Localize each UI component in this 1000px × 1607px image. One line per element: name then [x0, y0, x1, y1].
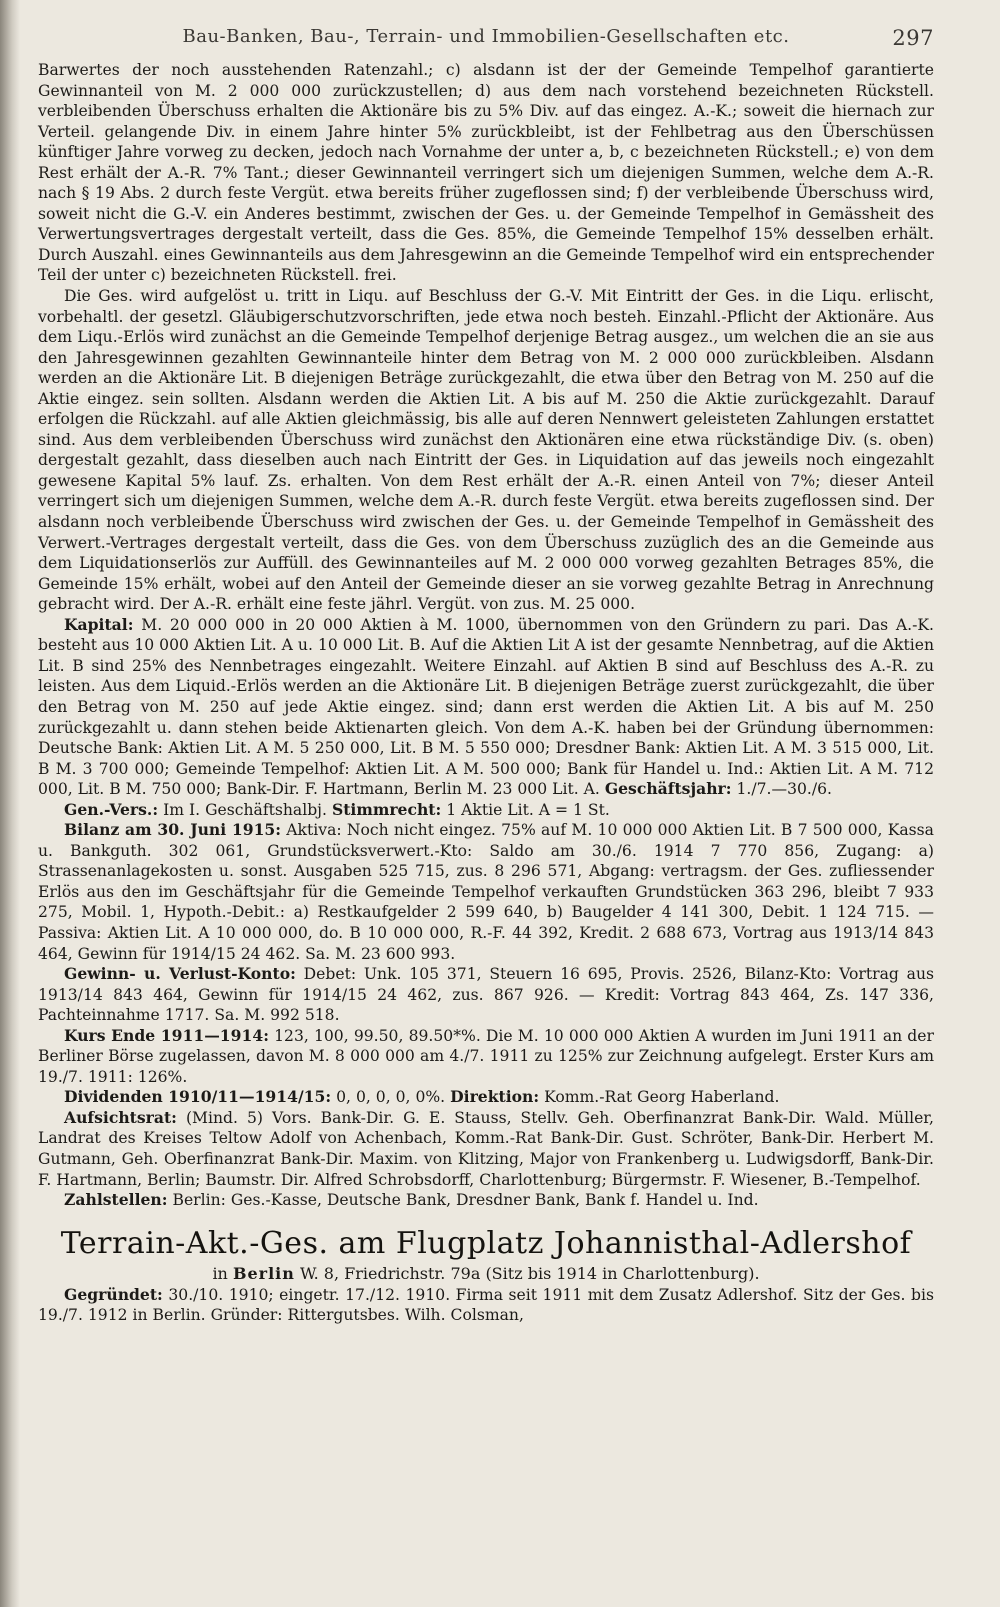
paragraph-profit-distribution: Barwertes der noch ausstehenden Ratenzahl.; c) alsdann ist der der Gemeinde Tempelhof garantierte Gewinnanteil von M. 2 000 000 zurückzustellen; d) aus dem nach vorstehend bezeichneten Rückstell. verbleibenden Überschuss erhalten die Aktionäre bis zu 5% Div. auf das eingez. A.-K.; soweit die hiernach zur Verteil. gelangende Div. in einem Jahre hinter 5% zurückbleibt, ist der Fehlbetrag aus den Überschüssen künftiger Jahre vorweg zu decken, jedoch nach Vornahme der unter a, b, c bezeichneten Rückstell.; e) von dem Rest erhält der A.-R. 7% Tant.; dieser Gewinnanteil verringert sich um diejenigen Summen, welche dem A.-R. nach § 19 Abs. 2 durch feste Vergüt. etwa bereits früher zugeflossen sind; f) der verbleibende Überschuss wird, soweit nicht die G.-V. ein Anderes bestimmt, zwischen der Ges. u. der Gemeinde Tempelhof in Gemässheit des Verwertungsvertrages dergestalt verteilt, dass die Ges. 85%, die Gemeinde Tempelhof 15% desselben erhält. Durch Auszahl. eines Gewinnanteils aus dem Jahresgewinn an die Gemeinde Tempelhof wird ein entsprechender Teil der unter c) bezeichneten Rückstell. frei. — [38, 61, 934, 285]
direktion-label: Direktion: — [450, 1087, 540, 1107]
zahlstellen-text: Berlin: Ges.-Kasse, Deutsche Bank, Dresdner Bank, Bank f. Handel u. Ind. — [172, 1191, 759, 1210]
gen-vers-label: Gen.-Vers.: — [64, 799, 159, 819]
section-aufsichtsrat — [38, 1108, 934, 1190]
binding-gutter — [0, 0, 20, 1607]
section-kurs — [38, 1026, 934, 1088]
dividenden-label: Dividenden 1910/11—1914/15: — [64, 1087, 332, 1107]
stimmrecht-text: 1 Aktie Lit. A = 1 St. — [446, 800, 610, 819]
dividenden-text: 0, 0, 0, 0, 0%. — [336, 1088, 446, 1107]
running-header — [38, 26, 934, 60]
company-city: Berlin — [232, 1263, 295, 1283]
bilanz-text: Aktiva: Noch nicht eingez. 75% auf M. 10 000 000 Aktien Lit. B 7 500 000, Kassa u. Bankguth. 302 061, Grundstücksverwert.-Kto: Saldo am 30./6. 1914 7 770 856, Zugang: a) Strassenanlagekosten u. sonst. Ausgaben 525 715, zus. 8 296 571, Abgang: vertragsm. der Ges. zufliessender Erlös aus den im Geschäftsjahr für die Gemeinde Tempelhof verkauften Grundstücken 363 296, bleibt 7 933 275, Mobil. 1, Hypoth.-Debit.: a) Restkaufgelder 2 599 640, b) Baugelder 4 141 300, Debit. 1 124 715. — Passiva: Aktien Lit. A 10 000 000, do. B 10 000 000, R.-F. 44 392, Kredit. 2 688 673, Vortrag aus 1913/14 843 464, Gewinn für 1914/15 24 462. Sa. M. 23 600 993. — [38, 821, 934, 963]
aufsichtsrat-label: Aufsichtsrat: — [64, 1107, 177, 1127]
section-gegruendet — [38, 1285, 934, 1326]
section-gen-vers — [38, 800, 934, 821]
section-guv — [38, 964, 934, 1026]
bilanz-label: Bilanz am 30. Juni 1915: — [64, 820, 282, 840]
stimmrecht-label: Stimmrecht: — [331, 799, 442, 819]
company-address-prefix: in — [212, 1263, 228, 1283]
geschaeftsjahr-label: Geschäftsjahr: — [604, 779, 732, 799]
kurs-label: Kurs Ende 1911—1914: — [64, 1025, 269, 1045]
header-title: Bau-Banken, Bau-, Terrain- und Immobilien-Gesellschaften etc. — [182, 26, 790, 47]
aufsichtsrat-text: (Mind. 5) Vors. Bank-Dir. G. E. Stauss, Stellv. Geh. Oberfinanzrat Bank-Dir. Wald. Müller, Landrat des Kreises Teltow Adolf von Achenbach, Komm.-Rat Bank-Dir. Gust. Schröter, Bank-Dir. Herbert M. Gutmann, Geh. Oberfinanzrat Bank-Dir. Maxim. von Klitzing, Major von Frankenberg u. Ludwigsdorff, Bank-Dir. F. Hartmann, Berlin; Baumstr. Dir. Alfred Schrobsdorff, Charlottenburg; Bürgermstr. F. Wiesener, B.-Tempelhof. — [38, 1108, 934, 1189]
geschaeftsjahr-text: 1./7.—30./6. — [736, 780, 833, 799]
kapital-text: M. 20 000 000 in 20 000 Aktien à M. 1000, übernommen von den Gründern zu pari. Das A.-K. besteht aus 10 000 Aktien Lit. A u. 10 000 Lit. B. Auf die Aktien Lit A ist der gesamte Nennbetrag, auf die Aktien Lit. B sind 25% des Nennbetrages eingezahlt. Weitere Einzahl. auf Aktien B sind auf Beschluss des A.-R. zu leisten. Aus dem Liquid.-Erlös werden an die Aktionäre Lit. B diejenigen Beträge zuerst zurückgezahlt, die über den Betrag von M. 250 auf jede Aktie eingez. sind; dann erst werden die Aktien Lit. A bis auf M. 250 zurückgezahlt u. dann stehen beide Aktienarten gleich. Von dem A.-K. haben bei der Gründung übernommen: Deutsche Bank: Aktien Lit. A M. 5 250 000, Lit. B M. 5 550 000; Dresdner Bank: Aktien Lit. A M. 3 515 000, Lit. B M. 3 700 000; Gemeinde Tempelhof: Aktien Lit. A M. 500 000; Bank für Handel u. Ind.: Aktien Lit. A M. 712 000, Lit. B M. 750 000; Bank-Dir. F. Hartmann, Berlin M. 23 000 Lit. A. — [38, 615, 934, 799]
paragraph-liquidation: Die Ges. wird aufgelöst u. tritt in Liqu. auf Beschluss der G.-V. Mit Eintritt der Ges. in die Liqu. erlischt, vorbehaltl. der gesetzl. Gläubigerschutzvorschriften, jede etwa noch besteh. Einzahl.-Pflicht der Aktionäre. Aus dem Liqu.-Erlös wird zunächst an die Gemeinde Tempelhof derjenige Betrag ausgez., um welchen die an sie aus den Jahresgewinnen gezahlten Gewinnanteile hinter dem Betrag von M. 2 000 000 zurückbleiben. Alsdann werden an die Aktionäre Lit. B diejenigen Beträge zurückgezahlt, die etwa über den Betrag von M. 250 auf die Aktie eingez. sein sollten. Alsdann werden die Aktien Lit. A bis auf M. 250 die Aktie zurückgezahlt. Darauf erfolgen die Rückzahl. auf alle Aktien gleichmässig, bis alle auf deren Nennwert geleisteten Zahlungen erstattet sind. Aus dem verbleibenden Überschuss wird zunächst den Aktionären eine etwa rückständige Div. (s. oben) dergestalt gezahlt, dass dieselben auch nach Eintritt der Ges. in Liquidation auf das jeweils noch eingezahlt gewesene Kapital 5% lauf. Zs. erhalten. Von dem Rest erhält der A.-R. einen Anteil von 7%; dieser Anteil verringert sich um diejenigen Summen, welche dem A.-R. durch feste Vergüt. etwa bereits zugeflossen sind. Der alsdann noch verbleibende Überschuss wird zwischen der Ges. u. der Gemeinde Tempelhof in Gemässheit des Verwert.-Vertrages dergestalt verteilt, dass die Ges. von dem Überschuss zuzüglich des an die Gemeinde aus dem Liquidationserlös zur Auffüll. des Gewinnanteiles auf M. 2 000 000 vorweg gezahlten Betrages 85%, die Gemeinde 15% erhält, wobei auf den Anteil der Gemeinde dieser an sie vorweg gezahlte Betrag in Anrechnung gebracht wird. Der A.-R. erhält eine feste jährl. Vergüt. von zus. M. 25 000. — [38, 287, 934, 614]
gegruendet-label: Gegründet: — [64, 1284, 163, 1304]
gegruendet-text: 30./10. 1910; eingetr. 17./12. 1910. Firma seit 1911 mit dem Zusatz Adlershof. Sitz der Ges. bis 19./7. 1912 in Berlin. Gründer: Rittergutsbes. Wilh. Colsman, — [38, 1285, 935, 1325]
body-text — [38, 60, 934, 1326]
guv-text: Debet: Unk. 105 371, Steuern 16 695, Provis. 2526, Bilanz-Kto: Vortrag aus 1913/14 843 464, Gewinn für 1914/15 24 462, zus. 867 926. — Kredit: Vortrag 843 464, Zs. 147 336, Pachteinnahme 1717. Sa. M. 992 518. — [38, 965, 934, 1025]
kurs-text: 123, 100, 99.50, 89.50*%. Die M. 10 000 000 Aktien A wurden im Juni 1911 an der Berliner Börse zugelassen, davon M. 8 000 000 am 4./7. 1911 zu 125% zur Zeichnung aufgelegt. Erster Kurs am 19./7. 1911: 126%. — [38, 1026, 934, 1086]
company-address — [38, 1263, 934, 1285]
gen-vers-text: Im I. Geschäftshalbj. — [163, 800, 327, 819]
section-zahlstellen — [38, 1190, 934, 1211]
company-address-rest: W. 8, Friedrichstr. 79a (Sitz bis 1914 in Charlottenburg). — [299, 1263, 760, 1283]
page-number: 297 — [892, 26, 934, 50]
section-bilanz — [38, 820, 934, 964]
company-title: Terrain-Akt.-Ges. am Flugplatz Johannisthal-Adlershof — [60, 1225, 912, 1261]
kapital-label: Kapital: — [64, 614, 134, 634]
section-dividenden — [38, 1087, 934, 1108]
zahlstellen-label: Zahlstellen: — [64, 1190, 168, 1210]
direktion-text: Komm.-Rat Georg Haberland. — [544, 1088, 780, 1107]
section-kapital — [38, 615, 934, 800]
guv-label: Gewinn- u. Verlust-Konto: — [64, 964, 296, 984]
